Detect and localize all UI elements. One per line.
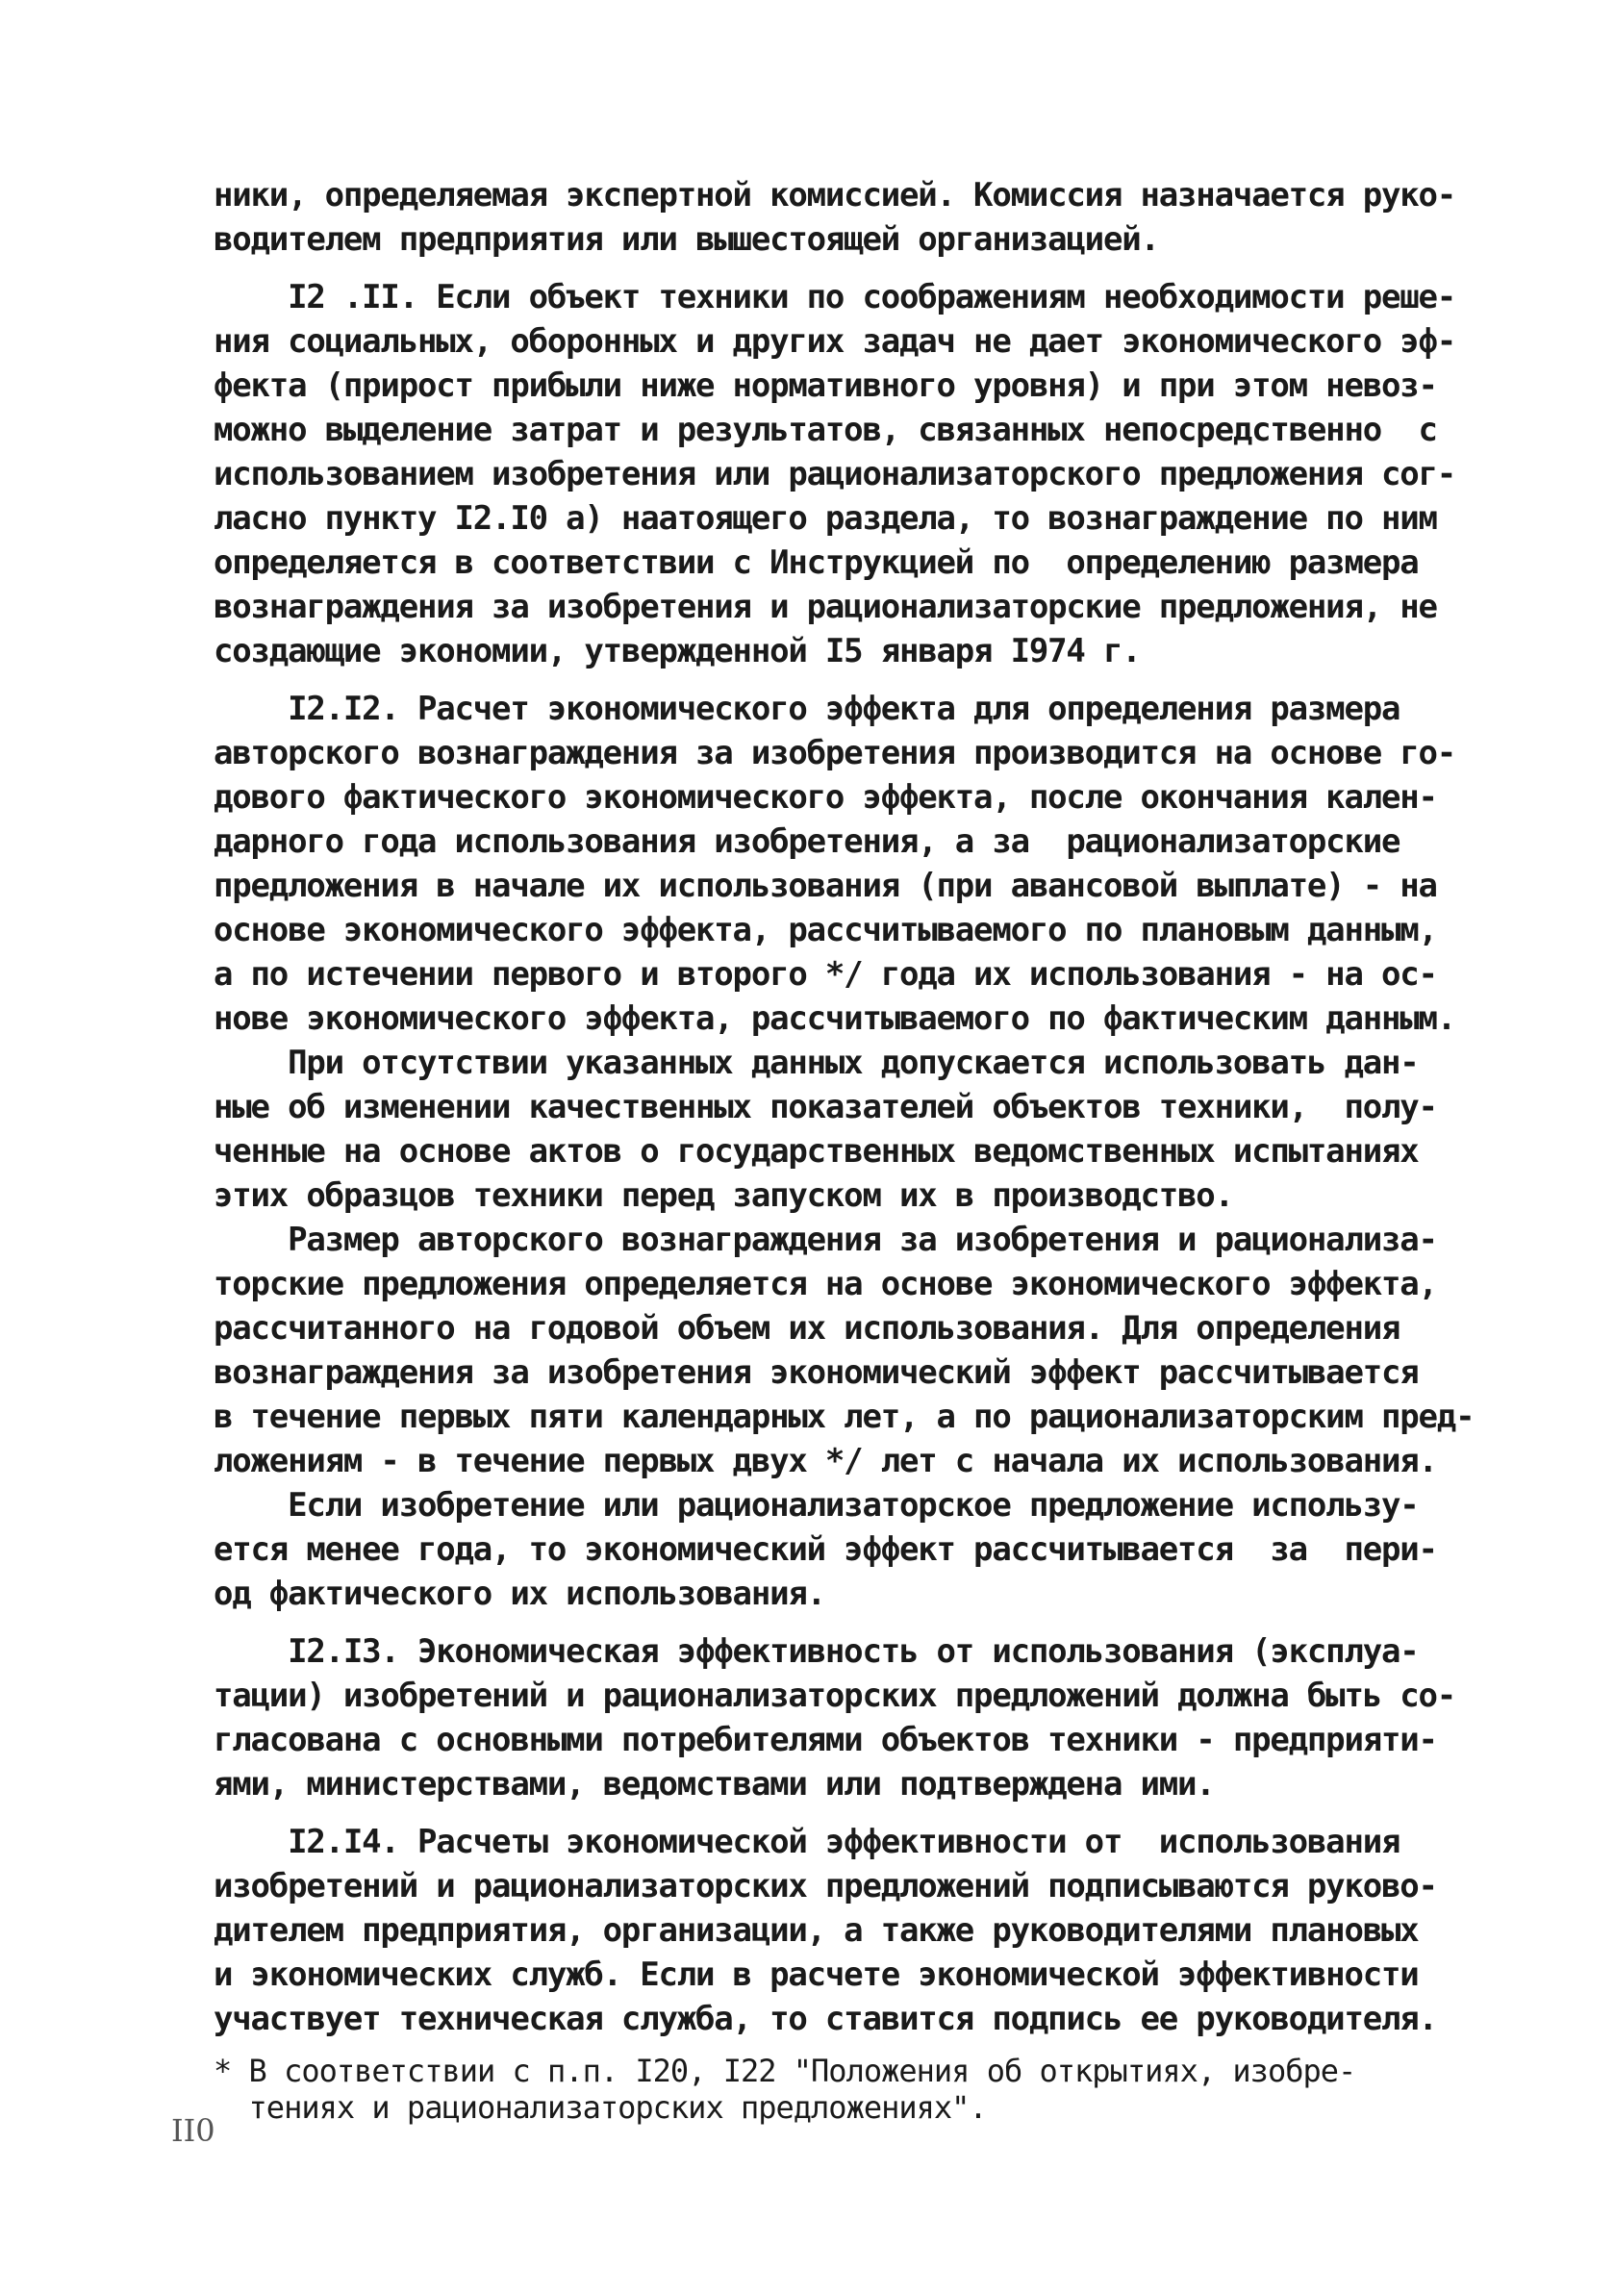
text-line-28: в течение первых пяти календарных лет, а по рационализаторским пред- <box>214 1398 1475 1436</box>
text-line-16: предложения в начале их использования (при авансовой выплате) - на <box>214 867 1437 905</box>
text-line-17: основе экономического эффекта, рассчитываемого по плановым данным, <box>214 911 1437 949</box>
text-line-30: Если изобретение или рационализаторское предложение использу- <box>214 1486 1419 1525</box>
text-line-9: определяется в соответствии с Инструкцией по определению размера <box>214 543 1419 582</box>
text-line-14: дового фактического экономического эффекта, после окончания кален- <box>214 778 1437 817</box>
text-line-34: тации) изобретений и рационализаторских предложений должна быть со- <box>214 1677 1456 1715</box>
footnote-line-1: * В соответствии с п.п. I20, I22 "Положения об открытиях, изобре- <box>214 2053 1356 2089</box>
text-line-24: Размер авторского вознаграждения за изобретения и рационализа- <box>214 1221 1437 1259</box>
text-line-7: использованием изобретения или рационализаторского предложения сог- <box>214 455 1456 493</box>
text-line-11: создающие экономии, утвержденной I5 января I974 г. <box>214 632 1141 670</box>
text-line-2: водителем предприятия или вышестоящей организацией. <box>214 220 1159 259</box>
text-line-3: I2 .II. Если объект техники по соображениям необходимости реше- <box>214 278 1456 316</box>
text-line-12: I2.I2. Расчет экономического эффекта для определения размера <box>214 690 1400 728</box>
text-line-32: од фактического их использования. <box>214 1575 825 1613</box>
text-line-39: дителем предприятия, организации, а также руководителями плановых <box>214 1911 1419 1950</box>
text-line-18: а по истечении первого и второго */ года их использования - на ос- <box>214 955 1437 994</box>
text-line-22: ченные на основе актов о государственных ведомственных испытаниях <box>214 1132 1419 1171</box>
text-line-38: изобретений и рационализаторских предложений подписываются руково- <box>214 1867 1437 1905</box>
text-line-35: гласована с основными потребителями объектов техники - предприяти- <box>214 1721 1437 1759</box>
text-line-8: ласно пункту I2.I0 а) наатоящего раздела, то вознаграждение по ним <box>214 499 1437 538</box>
text-line-27: вознаграждения за изобретения экономический эффект рассчитывается <box>214 1353 1419 1392</box>
page-number: II0 <box>171 2112 215 2149</box>
text-line-20: При отсутствии указанных данных допускается использовать дан- <box>214 1044 1419 1082</box>
text-line-10: вознаграждения за изобретения и рационализаторские предложения, не <box>214 588 1437 626</box>
text-line-19: нове экономического эффекта, рассчитываемого по фактическим данным. <box>214 999 1456 1038</box>
text-line-13: авторского вознаграждения за изобретения производится на основе го- <box>214 734 1456 772</box>
text-line-21: ные об изменении качественных показателей объектов техники, полу- <box>214 1088 1437 1126</box>
text-line-31: ется менее года, то экономический эффект рассчитывается за пери- <box>214 1530 1437 1569</box>
text-line-40: и экономических служб. Если в расчете экономической эффективности <box>214 1955 1419 1994</box>
text-line-5: фекта (прирост прибыли ниже нормативного уровня) и при этом невоз- <box>214 366 1437 405</box>
text-line-37: I2.I4. Расчеты экономической эффективности от использования <box>214 1823 1400 1861</box>
text-line-29: ложениям - в течение первых двух */ лет с начала их использования. <box>214 1442 1437 1480</box>
text-line-41: участвует техническая служба, то ставится подпись ее руководителя. <box>214 2000 1437 2038</box>
text-line-15: дарного года использования изобретения, а за рационализаторские <box>214 822 1400 861</box>
text-line-23: этих образцов техники перед запуском их в производство. <box>214 1176 1233 1215</box>
footnote-line-2: тениях и рационализаторских предложениях". <box>214 2089 987 2126</box>
text-line-33: I2.I3. Экономическая эффективность от использования (эксплуа- <box>214 1632 1419 1671</box>
text-line-26: рассчитанного на годовой объем их использования. Для определения <box>214 1309 1400 1348</box>
text-line-1: ники, определяемая экспертной комиссией. Комиссия назначается руко- <box>214 176 1456 214</box>
text-line-36: ями, министерствами, ведомствами или подтверждена ими. <box>214 1765 1215 1804</box>
text-line-4: ния социальных, оборонных и других задач не дает экономического эф- <box>214 322 1456 361</box>
text-line-6: можно выделение затрат и результатов, связанных непосредственно с <box>214 411 1437 449</box>
text-line-25: торские предложения определяется на основе экономического эффекта, <box>214 1265 1437 1303</box>
